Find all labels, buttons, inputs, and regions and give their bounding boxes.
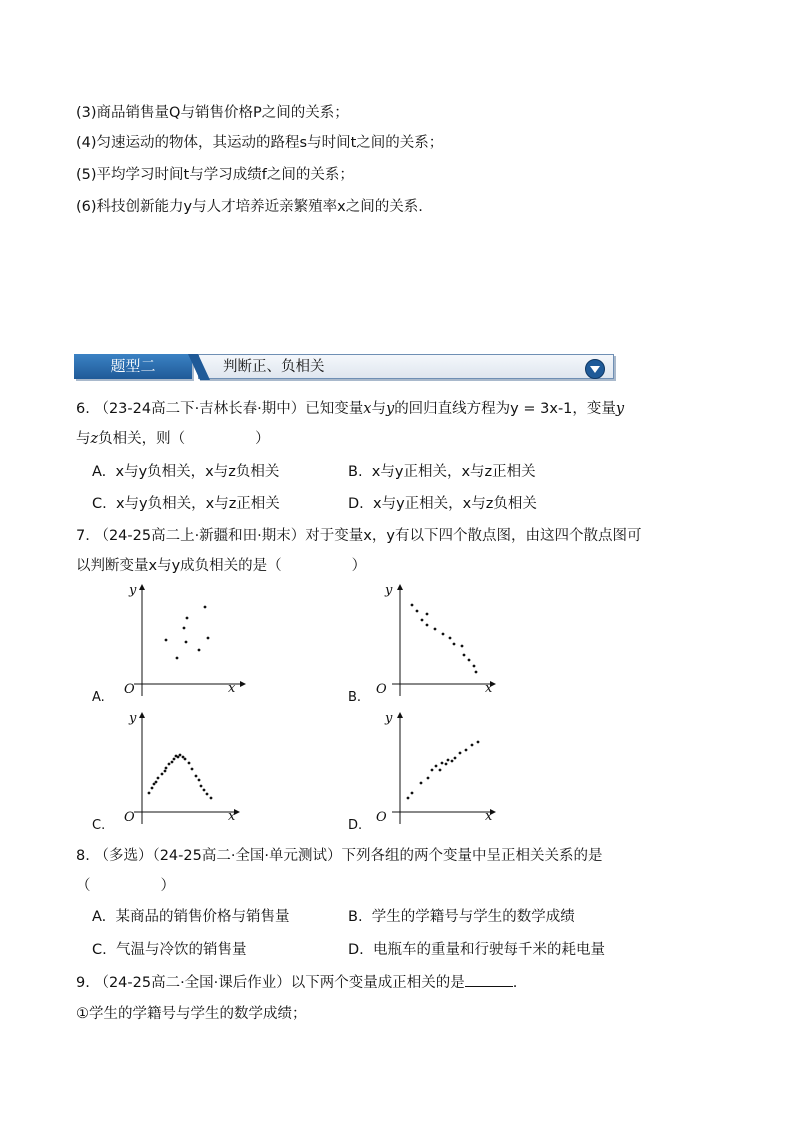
scatter-point: [435, 765, 438, 768]
scatter-point: [454, 757, 457, 760]
scatter-point: [195, 775, 198, 778]
scatter-point: [475, 671, 478, 674]
scatter-plot-d[interactable]: [370, 708, 510, 828]
scatter-point: [148, 792, 151, 795]
scatter-point: [161, 773, 164, 776]
y-axis-label: y: [129, 583, 137, 598]
plot-label-a: A.: [92, 690, 105, 705]
scatter-point: [200, 785, 203, 788]
q8-option-a[interactable]: A. 某商品的销售价格与销售量: [92, 909, 290, 925]
q7-stem-line1: 7. （24-25高二上·新疆和田·期末）对于变量x，y有以下四个散点图，由这四个散点图可: [76, 528, 642, 544]
scatter-point: [186, 617, 189, 620]
scatter-point: [164, 770, 167, 773]
scatter-point: [426, 624, 429, 627]
scatter-point: [416, 610, 419, 613]
text-line-6: (6)科技创新能力y与人才培养近亲繁殖率x之间的关系.: [76, 199, 423, 215]
scatter-point: [157, 777, 160, 780]
scatter-point: [426, 613, 429, 616]
x-axis-label: x: [485, 681, 493, 696]
y-axis-label: y: [385, 711, 393, 726]
scatter-point: [165, 639, 168, 642]
text-line-4: (4)匀速运动的物体，其运动的路程s与时间t之间的关系；: [76, 135, 444, 151]
q7-stem-line2: 以判断变量x与y成负相关的是（ ）: [76, 558, 367, 574]
plot-label-d: D.: [348, 818, 363, 833]
section-title: 判断正、负相关: [223, 359, 325, 375]
scatter-point: [171, 761, 174, 764]
section-title-bar: [198, 354, 614, 379]
tab-slant-icon: [188, 352, 210, 382]
q6-option-a[interactable]: A. x与y负相关，x与z负相关: [92, 464, 280, 480]
scatter-point: [447, 759, 450, 762]
scatter-point: [442, 633, 445, 636]
q8-stem-line2: （ ）: [76, 878, 175, 894]
scatter-point: [155, 781, 158, 784]
scatter-point: [445, 763, 448, 766]
scatter-plot-c[interactable]: [112, 708, 252, 828]
scatter-point: [173, 758, 176, 761]
q6-stem-line1: 6. （23-24高二下·吉林长春·期中）已知变量x与y的回归直线方程为y = 3x-1，变量y: [76, 401, 625, 417]
collapse-icon: [585, 359, 605, 379]
origin-label: O: [376, 810, 387, 825]
section-tab: 题型二: [74, 354, 192, 379]
scatter-point: [453, 643, 456, 646]
scatter-point: [411, 604, 414, 607]
scatter-point: [461, 645, 464, 648]
scatter-point: [188, 762, 191, 765]
x-axis-label: x: [228, 681, 236, 696]
scatter-point: [465, 749, 468, 752]
scatter-point: [168, 763, 171, 766]
y-axis-label: y: [129, 711, 137, 726]
scatter-point: [151, 787, 154, 790]
scatter-point: [449, 637, 452, 640]
scatter-point: [191, 768, 194, 771]
scatter-point: [468, 659, 471, 662]
scatter-point: [210, 797, 213, 800]
scatter-point: [206, 793, 209, 796]
scatter-point: [198, 649, 201, 652]
q9-stem-line1: 9. （24-25高二·全国·课后作业）以下两个变量成正相关的是 .: [76, 972, 517, 993]
scatter-point: [153, 783, 156, 786]
scatter-point: [463, 654, 466, 657]
section-header: [74, 352, 616, 382]
scatter-point: [179, 754, 182, 757]
q6-option-b[interactable]: B. x与y正相关，x与z正相关: [348, 464, 536, 480]
scatter-point: [434, 628, 437, 631]
scatter-point: [183, 627, 186, 630]
scatter-point: [473, 665, 476, 668]
scatter-point: [207, 637, 210, 640]
text-line-5: (5)平均学习时间t与学习成绩f之间的关系；: [76, 167, 354, 183]
scatter-point: [471, 744, 474, 747]
scatter-point: [427, 777, 430, 780]
scatter-point: [176, 657, 179, 660]
text-line-3: (3)商品销售量Q与销售价格P之间的关系；: [76, 105, 349, 121]
scatter-point: [459, 752, 462, 755]
origin-label: O: [124, 810, 135, 825]
scatter-point: [439, 769, 442, 772]
scatter-point: [407, 797, 410, 800]
scatter-point: [477, 741, 480, 744]
q6-option-c[interactable]: C. x与y负相关，x与z正相关: [92, 496, 280, 512]
scatter-point: [185, 641, 188, 644]
scatter-point: [177, 756, 180, 759]
q8-option-b[interactable]: B. 学生的学籍号与学生的数学成绩: [348, 909, 575, 925]
scatter-point: [198, 779, 201, 782]
scatter-plot-b[interactable]: [370, 580, 510, 700]
origin-label: O: [124, 682, 135, 697]
answer-blank[interactable]: [465, 972, 513, 987]
x-axis-label: x: [228, 809, 236, 824]
scatter-point: [165, 767, 168, 770]
scatter-point: [182, 756, 185, 759]
scatter-point: [420, 782, 423, 785]
scatter-point: [204, 606, 207, 609]
plot-label-b: B.: [348, 690, 362, 705]
y-axis-label: y: [385, 583, 393, 598]
q8-option-c[interactable]: C. 气温与冷饮的销售量: [92, 942, 247, 958]
scatter-plot-a[interactable]: [112, 580, 252, 700]
scatter-point: [431, 769, 434, 772]
scatter-point: [411, 792, 414, 795]
scatter-point: [203, 789, 206, 792]
scatter-point: [441, 762, 444, 765]
q9-item-1: ①学生的学籍号与学生的数学成绩；: [76, 1006, 307, 1022]
q6-option-d[interactable]: D. x与y正相关，x与z负相关: [348, 496, 537, 512]
scatter-point: [421, 619, 424, 622]
scatter-point: [451, 760, 454, 763]
x-axis-label: x: [485, 809, 493, 824]
plot-label-c: C.: [92, 818, 106, 833]
q8-option-d[interactable]: D. 电瓶车的重量和行驶每千米的耗电量: [348, 942, 605, 958]
scatter-point: [184, 758, 187, 761]
q6-stem-line2: 与z负相关，则（ ）: [76, 431, 270, 447]
q8-stem-line1: 8. （多选）（24-25高二·全国·单元测试）下列各组的两个变量中呈正相关关系的是: [76, 848, 603, 864]
origin-label: O: [376, 682, 387, 697]
